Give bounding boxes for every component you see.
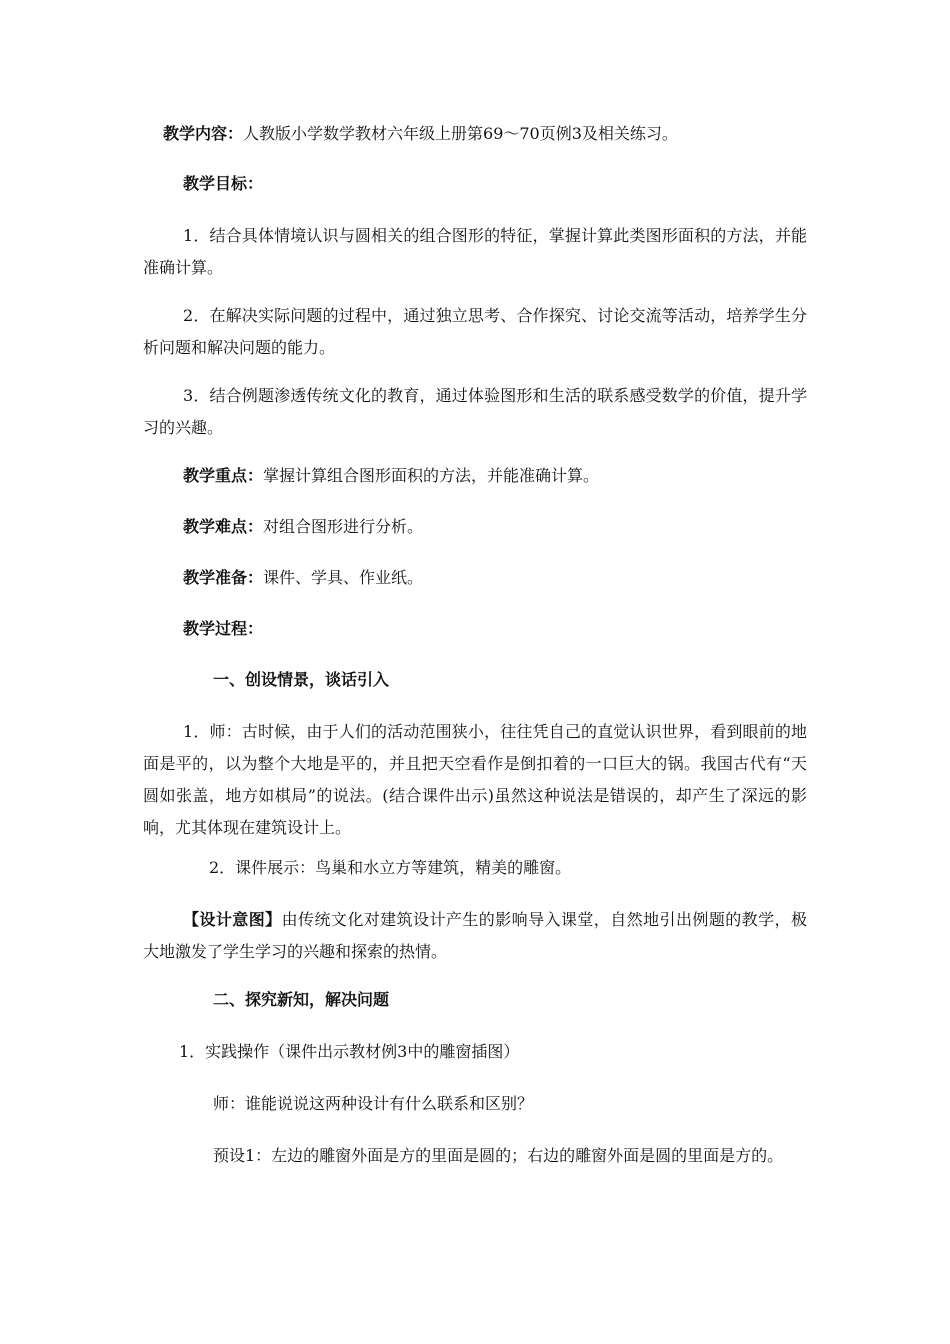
preparation-paragraph: [143, 562, 807, 594]
difficulty-text: 对组合图形进行分析。: [263, 517, 424, 536]
section-1-paragraph-2: 2．课件展示：鸟巢和水立方等建筑，精美的雕窗。: [209, 858, 572, 877]
key-point-label: 教学重点：: [183, 466, 264, 485]
teaching-content-label: 教学内容：: [163, 124, 244, 143]
design-intent-label: 【设计意图】: [183, 910, 282, 929]
goal-1-paragraph: 1．结合具体情境认识与圆相关的组合图形的特征，掌握计算此类图形面积的方法，并能准确计算。: [143, 226, 807, 277]
difficulty-label: 教学难点：: [183, 517, 264, 536]
key-point-text: 掌握计算组合图形面积的方法，并能准确计算。: [263, 466, 600, 485]
design-intent-paragraph: [143, 904, 807, 968]
goal-3-paragraph: 3．结合例题渗透传统文化的教育，通过体验图形和生活的联系感受数学的价值，提升学习的兴趣。: [143, 386, 807, 437]
preparation-label: 教学准备：: [183, 568, 264, 587]
section-2-paragraph-2: 师：谁能说说这两种设计有什么联系和区别？: [213, 1094, 534, 1113]
difficulty-paragraph: [143, 511, 807, 543]
section-1-paragraph-1: 1．师：古时候，由于人们的活动范围狭小，往往凭自己的直觉认识世界，看到眼前的地面是平的，以为整个大地是平的，并且把天空看作是倒扣着的一口巨大的锅。我国古代有“天圆如张盖，地方如棋局”的说法。(结合课件出示)虽然这种说法是错误的，却产生了深远的影响，尤其体现在建筑设计上。: [143, 722, 807, 837]
section-2-paragraph-1: 1．实践操作（课件出示教材例3中的雕窗插图）: [179, 1042, 520, 1061]
key-point-paragraph: [143, 460, 807, 492]
section-2-heading: 二、探究新知，解决问题: [213, 990, 390, 1009]
goal-2-paragraph: 2．在解决实际问题的过程中，通过独立思考、合作探究、讨论交流等活动，培养学生分析问题和解决问题的能力。: [143, 306, 807, 357]
teaching-content-paragraph: [143, 118, 807, 150]
teaching-goals-heading: 教学目标：: [183, 174, 264, 193]
teaching-process-heading: 教学过程：: [183, 619, 264, 638]
section-1-heading: 一、创设情景，谈话引入: [213, 670, 390, 689]
teaching-content-text: 人教版小学数学教材六年级上册第69～70页例3及相关练习。: [243, 124, 678, 143]
preparation-text: 课件、学具、作业纸。: [263, 568, 424, 587]
design-intent-text: 由传统文化对建筑设计产生的影响导入课堂，自然地引出例题的教学，极大地激发了学生学习的兴趣和探索的热情。: [143, 910, 807, 961]
section-2-paragraph-3: 预设1：左边的雕窗外面是方的里面是圆的；右边的雕窗外面是圆的里面是方的。: [213, 1146, 784, 1165]
